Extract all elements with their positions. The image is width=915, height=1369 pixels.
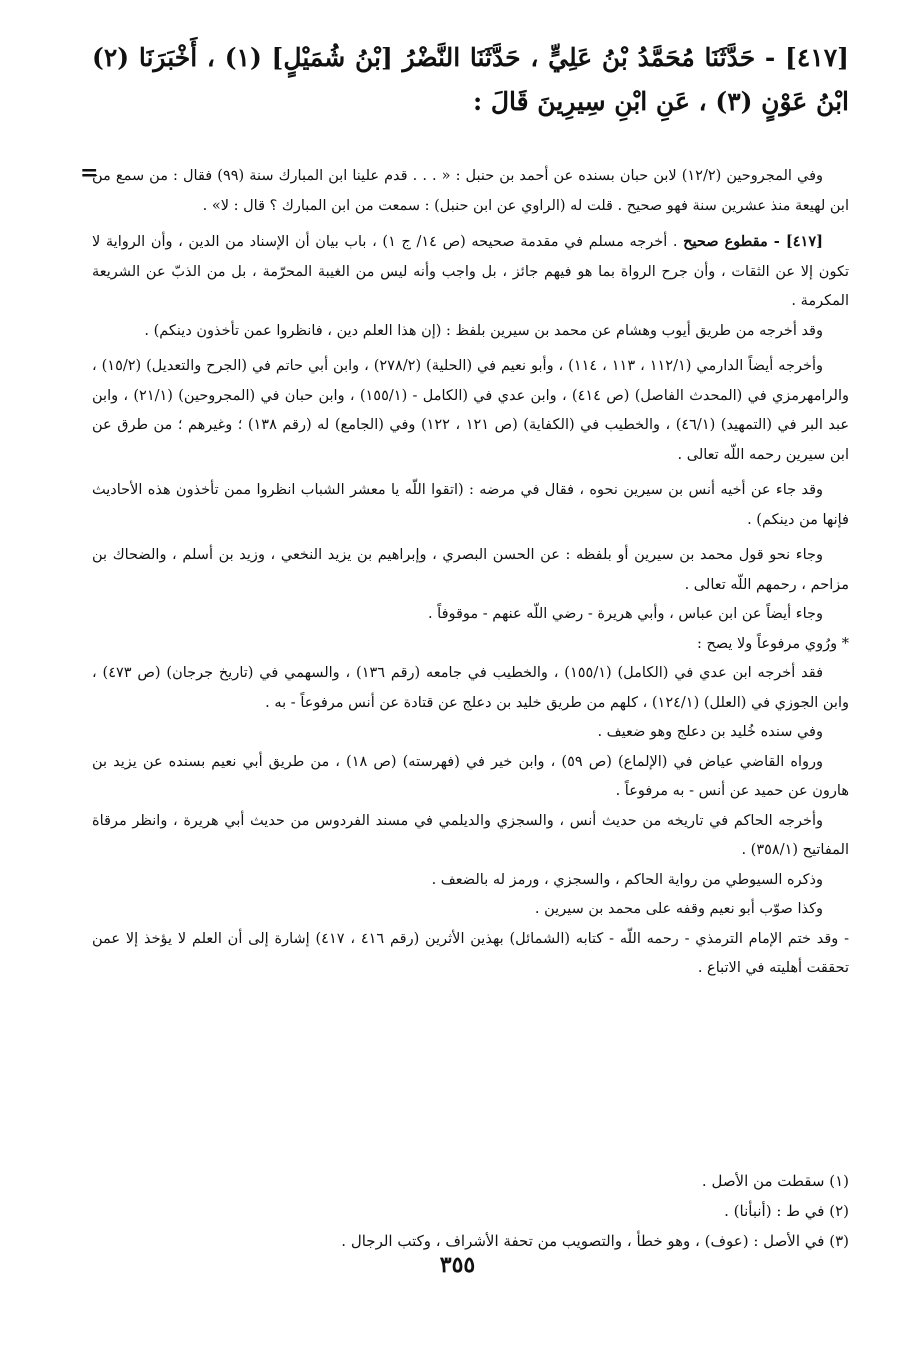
- note-paragraph: * ورُوي مرفوعاً ولا يصح :: [696, 635, 849, 652]
- footnote-1: (١) سقطت من الأصل .: [701, 1172, 849, 1190]
- footnote-2: (٢) في ط : (أنبأنا) .: [724, 1202, 849, 1220]
- hadith-text: [٤١٧] - حَدَّثَنَا مُحَمَّدُ بْنُ عَلِيٍّ ، حَدَّثَنَا النَّضْرُ [بْنُ شُمَيْلٍ] (١) ، أَخْبَرَنَا (٢) ابْنُ عَوْنٍ (٣) ، عَنِ ابْنِ سِيرِينَ قَالَ :: [92, 43, 849, 116]
- note-paragraph: وذكره السيوطي من رواية الحاكم ، والسجزي ، ورمز له بالضعف .: [431, 871, 823, 888]
- footnotes: [92, 1166, 849, 1256]
- page-number: ٣٥٥: [439, 1252, 476, 1278]
- note-paragraph-takhrij: [92, 227, 849, 317]
- note-paragraph: وقد أخرجه من طريق أيوب وهشام عن محمد بن سيرين بلفظ : (إن هذا العلم دين ، فانظروا عمن تأخذون دينكم) .: [144, 322, 823, 339]
- note-paragraph: فقد أخرجه ابن عدي في (الكامل) (١٥٥/١) ، والخطيب في جامعه (رقم ١٣٦) ، والسهمي في (تاريخ جرجان) (ص ٤٧٣) ، وابن الجوزي في (العلل) (١٢٤/١) ، كلهم من طريق خليد بن دعلج عن قتادة عن أنس مرفوعاً - به .: [92, 665, 849, 711]
- note-paragraph: وجاء نحو قول محمد بن سيرين أو بلفظه : عن الحسن البصري ، وإبراهيم بن يزيد النخعي ، وزيد بن أسلم ، والضحاك بن مزاحم ، رحمهم اللّه تعالى .: [92, 547, 849, 593]
- note-paragraph: وجاء أيضاً عن ابن عباس ، وأبي هريرة - رضي اللّه عنهم - موقوفاً .: [427, 606, 823, 622]
- continuation-mark: =: [80, 160, 99, 186]
- note-paragraph: وفي سنده خُليد بن دعلج وهو ضعيف .: [597, 724, 823, 740]
- commentary-notes: [92, 162, 849, 984]
- footnote-3: (٣) في الأصل : (عوف) ، وهو خطأ ، والتصويب من تحفة الأشراف ، وكتب الرجال .: [341, 1232, 849, 1250]
- note-paragraph: وقد جاء عن أخيه أنس بن سيرين نحوه ، فقال في مرضه : (اتقوا اللّه يا معشر الشباب انظروا ممن تأخذون هذه الأحاديث فإنها من دينكم) .: [92, 482, 849, 528]
- note-paragraph: ورواه القاضي عياض في (الإلماع) (ص ٥٩) ، وابن خير في (فهرسته) (ص ١٨) ، من طريق أبي نعيم بسنده عن يزيد بن هارون عن حميد عن أنس - به مرفوعاً .: [92, 753, 849, 799]
- note-paragraph: وفي المجروحين (١٢/٢) لابن حبان بسنده عن أحمد بن حنبل : « . . . قدم علينا ابن المبارك سنة (٩٩) فقال : من سمع من ابن لهيعة منذ عشرين سنة فهو صحيح . قلت له (الراوي عن ابن حنبل) : سمعت من ابن المبارك ؟ قال : لا» .: [92, 168, 849, 214]
- note-paragraph: وأخرجه الحاكم في تاريخه من حديث أنس ، والسجزي والديلمي في مسند الفردوس من حديث أبي هريرة ، وانظر مرقاة المفاتيح (٣٥٨/١) .: [92, 812, 849, 858]
- note-paragraph: وأخرجه أيضاً الدارمي (١١٢/١ ، ١١٣ ، ١١٤) ، وأبو نعيم في (الحلية) (٢٧٨/٢) ، وابن أبي حاتم في (الجرح والتعديل) (١٥/٢) ، والرامهرمزي في (المحدث الفاصل) (ص ٤١٤) ، وابن عدي في (الكامل - (١٥٥/١) ، وابن حبان في (المجروحين) (٢١/١) ، وابن عبد البر في (التمهيد) (٤٦/١) ، والخطيب في (الكفاية) (ص ١٢١ ، ١٢٢) وفي (الجامع) له (رقم ١٣٨) ؛ وغيرهم ؛ من طرق عن ابن سيرين رحمه اللّه تعالى .: [92, 358, 849, 463]
- note-paragraph: وكذا صوّب أبو نعيم وقفه على محمد بن سيرين .: [534, 901, 823, 917]
- note-paragraph: - وقد ختم الإمام الترمذي - رحمه اللّه - كتابه (الشمائل) بهذين الأثرين (رقم ٤١٦ ، ٤١٧) إشارة إلى أن العلم لا يؤخذ إلا عمن تحققت أهليته في الاتباع .: [92, 930, 849, 976]
- hadith-grade-label: [٤١٧] - مقطوع صحيح: [683, 233, 823, 250]
- note-text: . أخرجه مسلم في مقدمة صحيحه (ص ١٤/ ج ١) ، باب بيان أن الإسناد من الدين ، وأن الرواية لا تكون إلا عن الثقات ، وأن جرح الرواة بما هو فيهم جائز ، بل واجب وأنه ليس من الغيبة المحرّمة ، بل من الذبّ عن الشريعة المكرمة .: [92, 234, 849, 309]
